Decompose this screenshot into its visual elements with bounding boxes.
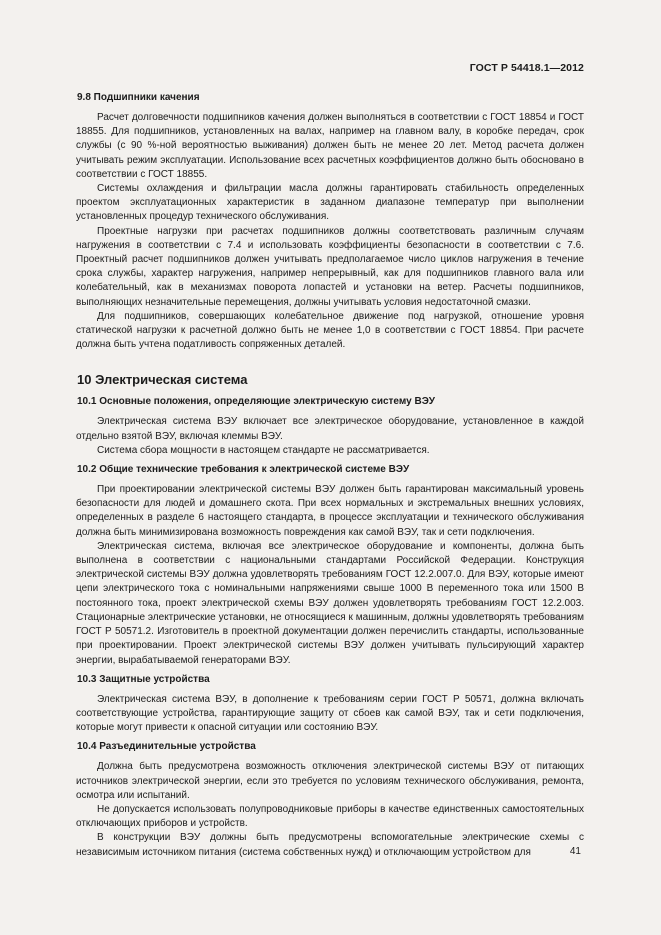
paragraph: Должна быть предусмотрена возможность отключения электрической системы ВЭУ от питающих источников электрической энергии, если это требуется по условиям технического обслуживания, ремонта, осмотра или испытаний. bbox=[76, 761, 584, 801]
paragraph: Проектные нагрузки при расчетах подшипников должны соответствовать различным случаям нагружения в соответствии с 7.4 и использовать коэффициенты безопасности в соответствии с 7.6. Проектный расчет подшипников должен учитывать предполагаемое число циклов нагружения в течение срока службы, характер нагружения, например непрерывный, как для подшипников главного вала или колебательный, как в механизмах поворота лопастей и установки на ветер. Расчеты подшипников, выполняющих незначительные перемещения, должны учитывать условия недостаточной смазки. bbox=[76, 225, 584, 308]
page-body bbox=[76, 92, 584, 860]
paragraph: Расчет долговечности подшипников качения должен выполняться в соответствии с ГОСТ 18854 и ГОСТ 18855. Для подшипников, установленных на валах, например на главном валу, в коробке передач, срок службы (с 90 %-ной вероятностью выживания) должен быть не менее 20 лет. Метод расчета должен учитывать режим эксплуатации. Использование всех расчетных коэффициентов должно быть обосновано в соответствии с ГОСТ 18855. bbox=[76, 112, 584, 180]
section-10-4-heading: 10.4 Разъединительные устройства bbox=[77, 741, 256, 753]
standard-header: ГОСТ Р 54418.1—2012 bbox=[469, 62, 584, 74]
paragraph: Электрическая система, включая все электрическое оборудование и компоненты, должна быть выполнена в соответствии с национальными стандартами Российской Федерации. Конструкция электрической системы ВЭУ должна удовлетворять требованиям ГОСТ 12.2.007.0. Для ВЭУ, которые имеют цепи электрического тока с номинальными напряжениями свыше 1000 В переменного тока или 1500 В постоянного тока, проект электрической схемы ВЭУ должен удовлетворять требованиям ГОСТ 12.2.003. Стационарные электрические установки, не относящиеся к машинным, должны удовлетворять требованиям ГОСТ Р 50571.2. Изготовитель в проектной документации должен перечислить стандарты, использованные при проектировании. Проект электрической системы ВЭУ должен учитывать пульсирующий характер энергии, вырабатываемой генераторами ВЭУ. bbox=[76, 540, 584, 666]
section-10-heading: 10 Электрическая система bbox=[77, 372, 248, 388]
paragraph: Электрическая система ВЭУ, в дополнение к требованиям серии ГОСТ Р 50571, должна включать соответствующие устройства, гарантирующие защиту от сбоев как самой ВЭУ, так и сети подключения, которые могут привести к опасной ситуации или состоянию ВЭУ. bbox=[76, 693, 584, 734]
page-number: 41 bbox=[569, 846, 581, 857]
section-10-1-heading: 10.1 Основные положения, определяющие электрическую систему ВЭУ bbox=[77, 396, 436, 408]
paragraph: Электрическая система ВЭУ включает все электрическое оборудование, установленное в каждой отдельно взятой ВЭУ, включая клеммы ВЭУ. bbox=[76, 416, 584, 442]
paragraph: В конструкции ВЭУ должны быть предусмотрены вспомогательные электрические схемы с независимым источником питания (система собственных нужд) и отключающим устройством для bbox=[76, 832, 584, 858]
paragraph: Для подшипников, совершающих колебательное движение под нагрузкой, отношение уровня статической нагрузки к расчетной должно быть не менее 1,0 в соответствии с ГОСТ 18854. При расчете должна быть учтена податливость сопряженных деталей. bbox=[76, 310, 584, 351]
paragraph: Система сбора мощности в настоящем стандарте не рассматривается. bbox=[97, 444, 430, 456]
section-10-2-heading: 10.2 Общие технические требования к электрической системе ВЭУ bbox=[77, 464, 410, 476]
section-10-3-heading: 10.3 Защитные устройства bbox=[77, 673, 210, 685]
paragraph: При проектировании электрической системы ВЭУ должен быть гарантирован максимальный уровень безопасности для людей и домашнего скота. При всех нормальных и экстремальных внешних условиях, определенных в разделе 6 настоящего стандарта, в процессе эксплуатации и технического обслуживания должна быть минимизирована возможность повреждения как самой ВЭУ, так и сети подключения. bbox=[76, 484, 584, 538]
paragraph: Системы охлаждения и фильтрации масла должны гарантировать стабильность определенных проектом эксплуатационных характеристик в заданном диапазоне температур при выполнении установленных процедур технического обслуживания. bbox=[76, 183, 584, 223]
section-9-8-heading: 9.8 Подшипники качения bbox=[77, 92, 200, 103]
paragraph: Не допускается использовать полупроводниковые приборы в качестве единственных самостоятельных отключающих приборов и устройств. bbox=[76, 803, 584, 830]
